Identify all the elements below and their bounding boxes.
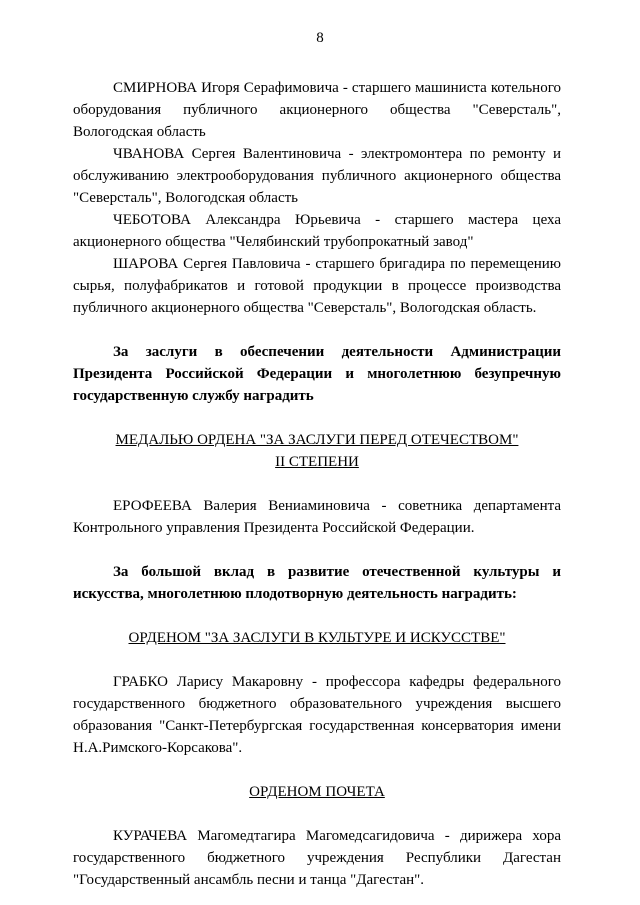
- recipient-sharova: ШАРОВА Сергея Павловича - старшего бригадира по перемещению сырья, полуфабрикатов и готовой продукции в процессе производства публичного акционерного общества "Северсталь", Вологодская область.: [73, 256, 561, 316]
- recipient-chebotova: ЧЕБОТОВА Александра Юрьевича - старшего мастера цеха акционерного общества "Челябинский трубопрокатный завод": [73, 212, 561, 250]
- decree-content: [73, 77, 561, 891]
- decree-culture: За большой вклад в развитие отечественной культуры и искусства, многолетнюю плодотворную деятельность наградить:: [73, 564, 561, 602]
- spacer: [73, 473, 561, 495]
- spacer: [73, 605, 561, 627]
- award-title-medal-line2: II СТЕПЕНИ: [275, 454, 359, 470]
- spacer: [73, 649, 561, 671]
- spacer: [73, 319, 561, 341]
- recipient-chvanova: ЧВАНОВА Сергея Валентиновича - электромонтера по ремонту и обслуживанию электрооборудования публичного акционерного общества "Северсталь", Вологодская область: [73, 146, 561, 206]
- spacer: [73, 539, 561, 561]
- award-title-honor: ОРДЕНОМ ПОЧЕТА: [249, 784, 385, 800]
- spacer: [73, 803, 561, 825]
- recipient-erofeeva: ЕРОФЕЕВА Валерия Вениаминовича - советника департамента Контрольного управления Президента Российской Федерации.: [73, 498, 561, 536]
- page-number: 8: [316, 30, 324, 46]
- decree-admin-service: За заслуги в обеспечении деятельности Администрации Президента Российской Федерации и многолетнюю безупречную государственную службу наградить: [73, 344, 561, 404]
- spacer: [73, 407, 561, 429]
- recipient-grabko: ГРАБКО Ларису Макаровну - профессора кафедры федерального государственного бюджетного образовательного учреждения высшего образования "Санкт-Петербургская государственная консерватория имени Н.А.Римского-Корсакова".: [73, 674, 561, 756]
- recipient-smirnova: СМИРНОВА Игоря Серафимовича - старшего машиниста котельного оборудования публичного акционерного общества "Северсталь", Вологодская область: [73, 80, 561, 140]
- spacer: [73, 759, 561, 781]
- recipient-kurachev: КУРАЧЕВА Магомедтагира Магомедсагидовича - дирижера хора государственного бюджетного учреждения Республики Дагестан "Государственный ансамбль песни и танца "Дагестан".: [73, 828, 561, 888]
- award-title-culture: ОРДЕНОМ "ЗА ЗАСЛУГИ В КУЛЬТУРЕ И ИСКУССТВЕ": [128, 630, 506, 646]
- award-title-medal-line1: МЕДАЛЬЮ ОРДЕНА "ЗА ЗАСЛУГИ ПЕРЕД ОТЕЧЕСТВОМ": [115, 432, 519, 448]
